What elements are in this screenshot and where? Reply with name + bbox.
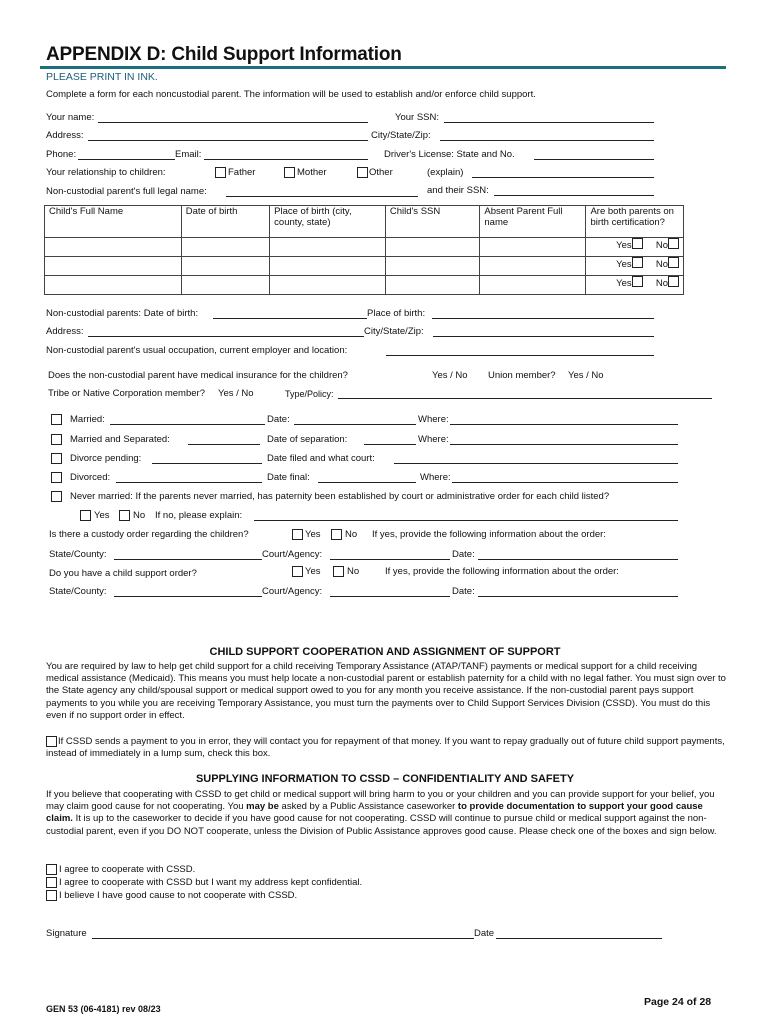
other-checkbox[interactable] bbox=[357, 167, 368, 178]
support-state-county-field[interactable] bbox=[114, 596, 262, 597]
confid-text-1: If you believe that cooperating with CSSD to get child or medical support will bring harm to you or your children and you can provide support for your belief, you may claim good cause for not cooperating. You bbox=[46, 789, 715, 813]
cooperation-heading: CHILD SUPPORT COOPERATION AND ASSIGNMENT OF SUPPORT bbox=[209, 646, 561, 658]
table-row[interactable] bbox=[45, 276, 684, 295]
mother-checkbox[interactable] bbox=[284, 167, 295, 178]
col-child-name: Child's Full Name bbox=[45, 206, 182, 238]
mother-label: Mother bbox=[297, 167, 327, 178]
ncp-full-name-field[interactable] bbox=[226, 196, 418, 197]
divorced-label: Divorced: bbox=[70, 472, 111, 483]
support-state-county-label: State/County: bbox=[49, 586, 107, 597]
ncp-occupation-label: Non-custodial parent's usual occupation, current employer and location: bbox=[46, 345, 348, 356]
custody-court-field[interactable] bbox=[330, 559, 450, 560]
custody-yes-label: Yes bbox=[305, 529, 321, 540]
col-dob: Date of birth bbox=[181, 206, 269, 238]
no-label: No bbox=[655, 240, 668, 251]
divorce-pending-field[interactable] bbox=[152, 463, 262, 464]
ncp-dob-field[interactable] bbox=[213, 318, 367, 319]
married-separated-field[interactable] bbox=[188, 444, 260, 445]
cooperation-paragraph: You are required by law to help get child support for a child receiving Temporary Assistance (ATAP/TANF) payments or medical support for a child receiving medical assistance (Medicaid). This means you must help locate a non-custodial parent or establish paternity for a child with no legal father. You must sign over to the State agency any child/spousal support or medical support owed to you for any month you receive assistance. If the non-custodial parent pays support payments to you while you are receiving Temporary Assistance, you must turn the payments over to Child Support Services Division (CSSD). You must do this even if no support order in effect. bbox=[46, 661, 726, 721]
table-row[interactable] bbox=[45, 238, 684, 257]
signature-field[interactable] bbox=[92, 938, 474, 939]
father-label: Father bbox=[228, 167, 256, 178]
medical-insurance-question: Does the non-custodial parent have medical insurance for the children? bbox=[48, 370, 348, 381]
married-checkbox[interactable] bbox=[51, 414, 62, 425]
ncp-occupation-field[interactable] bbox=[386, 355, 654, 356]
table-row[interactable] bbox=[45, 257, 684, 276]
confid-text-5: It is up to the caseworker to decide if you have good cause for not cooperating. CSSD will continue to pursue child or medical support against the non-custodial parent, even if you DO NOT cooperate, unless the Division of Public Assistance approves good cause. Please check one of the boxes and sign below. bbox=[46, 813, 717, 837]
custody-no-label: No bbox=[345, 529, 358, 540]
city-state-zip-field[interactable] bbox=[440, 140, 654, 141]
married-where-label: Where: bbox=[418, 414, 449, 425]
support-date-label: Date: bbox=[452, 586, 475, 597]
drivers-license-label: Driver's License: State and No. bbox=[384, 149, 515, 160]
good-cause-label: I believe I have good cause to not cooperate with CSSD. bbox=[59, 890, 298, 901]
date-field[interactable] bbox=[496, 938, 662, 939]
ncp-address-label: Address: bbox=[46, 326, 84, 337]
city-state-zip-label: City/State/Zip: bbox=[371, 130, 431, 141]
confid-text-4: to provide documentation to support your good cause claim. bbox=[46, 801, 703, 825]
if-no-explain-field[interactable] bbox=[254, 520, 678, 521]
divorced-where-field[interactable] bbox=[452, 482, 678, 483]
yes-label: Yes bbox=[616, 259, 632, 270]
medical-yes-no[interactable]: Yes / No bbox=[432, 370, 468, 381]
col-absent-parent: Absent Parent Full name bbox=[480, 206, 586, 238]
ncp-address-field[interactable] bbox=[88, 336, 364, 337]
repay-paragraph: If CSSD sends a payment to you in error, they will contact you for repayment of that money. If you want to repay gradually out of future child support payments, instead of immediately in a lump sum, check this box. bbox=[46, 736, 725, 760]
confid-text-2: may be bbox=[246, 801, 279, 813]
confidentiality-heading: SUPPLYING INFORMATION TO CSSD – CONFIDENTIALITY AND SAFETY bbox=[195, 773, 575, 785]
divorced-field[interactable] bbox=[116, 482, 262, 483]
your-ssn-field[interactable] bbox=[444, 122, 654, 123]
intro-text: Complete a form for each noncustodial parent. The information will be used to establish and/or enforce child support. bbox=[46, 89, 536, 100]
custody-no-checkbox[interactable] bbox=[331, 529, 342, 540]
paternity-no-label: No bbox=[133, 510, 146, 521]
divorce-pending-checkbox[interactable] bbox=[51, 453, 62, 464]
custody-court-label: Court/Agency: bbox=[262, 549, 323, 560]
support-court-label: Court/Agency: bbox=[262, 586, 323, 597]
support-date-field[interactable] bbox=[478, 596, 678, 597]
date-filed-label: Date filed and what court: bbox=[267, 453, 375, 464]
custody-state-county-label: State/County: bbox=[49, 549, 107, 560]
ncp-pob-field[interactable] bbox=[432, 318, 654, 319]
paternity-yes-label: Yes bbox=[94, 510, 110, 521]
page-title: APPENDIX D: Child Support Information bbox=[46, 44, 402, 65]
signature-label: Signature bbox=[46, 928, 87, 939]
other-label: Other bbox=[369, 167, 393, 178]
col-child-ssn: Child's SSN bbox=[385, 206, 480, 238]
children-table bbox=[44, 205, 684, 295]
separated-where-field[interactable] bbox=[450, 444, 678, 445]
married-separated-checkbox[interactable] bbox=[51, 434, 62, 445]
print-ink-note: PLEASE PRINT IN INK. bbox=[46, 71, 158, 83]
ncp-pob-label: Place of birth: bbox=[367, 308, 426, 319]
divorced-where-label: Where: bbox=[420, 472, 451, 483]
agree-confidential-checkbox[interactable] bbox=[46, 877, 57, 888]
drivers-license-field[interactable] bbox=[534, 159, 654, 160]
divorced-checkbox[interactable] bbox=[51, 472, 62, 483]
phone-label: Phone: bbox=[46, 149, 77, 160]
type-policy-field[interactable] bbox=[338, 398, 712, 399]
support-no-label: No bbox=[347, 566, 360, 577]
yes-checkbox[interactable] bbox=[632, 257, 643, 268]
father-checkbox[interactable] bbox=[215, 167, 226, 178]
ncp-ssn-label: and their SSN: bbox=[427, 185, 489, 196]
yes-checkbox[interactable] bbox=[632, 238, 643, 249]
paternity-yes-checkbox[interactable] bbox=[80, 510, 91, 521]
support-order-question: Do you have a child support order? bbox=[49, 568, 197, 579]
never-married-checkbox[interactable] bbox=[51, 491, 62, 502]
type-policy-label: Type/Policy: bbox=[285, 389, 334, 399]
custody-state-county-field[interactable] bbox=[114, 559, 262, 560]
date-final-label: Date final: bbox=[267, 472, 310, 483]
no-checkbox[interactable] bbox=[668, 238, 679, 249]
ncp-dob-label: Non-custodial parents: Date of birth: bbox=[46, 308, 199, 319]
your-name-field[interactable] bbox=[98, 122, 368, 123]
support-court-field[interactable] bbox=[330, 596, 450, 597]
your-ssn-label: Your SSN: bbox=[395, 112, 440, 123]
agree-checkbox[interactable] bbox=[46, 864, 57, 875]
explain-field[interactable] bbox=[472, 177, 654, 178]
col-birth-cert: Are both parents on birth certification? bbox=[586, 206, 684, 238]
no-checkbox[interactable] bbox=[668, 276, 679, 287]
married-field[interactable] bbox=[110, 424, 265, 425]
paternity-no-checkbox[interactable] bbox=[119, 510, 130, 521]
ncp-full-name-label: Non-custodial parent's full legal name: bbox=[46, 186, 207, 197]
email-field[interactable] bbox=[204, 159, 368, 160]
married-date-field[interactable] bbox=[294, 424, 416, 425]
ncp-city-label: City/State/Zip: bbox=[364, 326, 424, 337]
support-yes-label: Yes bbox=[305, 566, 321, 577]
ncp-city-field[interactable] bbox=[433, 336, 654, 337]
yes-label: Yes bbox=[616, 278, 632, 289]
phone-field[interactable] bbox=[78, 159, 175, 160]
confidentiality-paragraph bbox=[46, 789, 726, 838]
custody-yes-checkbox[interactable] bbox=[292, 529, 303, 540]
union-yes-no[interactable]: Yes / No bbox=[568, 370, 604, 381]
separation-date-label: Date of separation: bbox=[267, 434, 348, 445]
union-label: Union member? bbox=[488, 370, 556, 381]
form-number: GEN 53 (06-4181) rev 08/23 bbox=[46, 1004, 161, 1014]
custody-date-label: Date: bbox=[452, 549, 475, 560]
yes-label: Yes bbox=[616, 240, 632, 251]
tribe-yes-no[interactable]: Yes / No bbox=[218, 388, 254, 399]
if-no-explain-label: If no, please explain: bbox=[155, 510, 243, 521]
never-married-label: Never married: If the parents never married, has paternity been established by court or administrative order for each child listed? bbox=[70, 491, 610, 502]
married-label: Married: bbox=[70, 414, 105, 425]
date-filed-field[interactable] bbox=[394, 463, 678, 464]
support-no-checkbox[interactable] bbox=[333, 566, 344, 577]
custody-date-field[interactable] bbox=[478, 559, 678, 560]
married-where-field[interactable] bbox=[450, 424, 678, 425]
address-field[interactable] bbox=[88, 140, 368, 141]
address-label: Address: bbox=[46, 130, 84, 141]
col-place-of-birth: Place of birth (city, county, state) bbox=[270, 206, 386, 238]
separated-where-label: Where: bbox=[418, 434, 449, 445]
no-label: No bbox=[655, 259, 668, 270]
email-label: Email: bbox=[175, 149, 202, 160]
married-date-label: Date: bbox=[267, 414, 290, 425]
ncp-ssn-field[interactable] bbox=[494, 195, 654, 196]
date-label: Date bbox=[474, 928, 495, 939]
relationship-label: Your relationship to children: bbox=[46, 167, 166, 178]
page-number: Page 24 of 28 bbox=[644, 996, 712, 1008]
date-final-field[interactable] bbox=[318, 482, 416, 483]
good-cause-checkbox[interactable] bbox=[46, 890, 57, 901]
your-name-label: Your name: bbox=[46, 112, 95, 123]
tribe-label: Tribe or Native Corporation member? bbox=[48, 388, 205, 399]
no-label: No bbox=[655, 278, 668, 289]
custody-question: Is there a custody order regarding the children? bbox=[49, 529, 249, 540]
agree-label: I agree to cooperate with CSSD. bbox=[59, 864, 196, 875]
custody-if-yes-label: If yes, provide the following information about the order: bbox=[372, 529, 606, 540]
no-checkbox[interactable] bbox=[668, 257, 679, 268]
confid-text-3: asked by a Public Assistance caseworker bbox=[278, 801, 458, 813]
explain-label: (explain) bbox=[427, 167, 464, 178]
agree-confidential-label: I agree to cooperate with CSSD but I want my address kept confidential. bbox=[59, 877, 363, 888]
support-yes-checkbox[interactable] bbox=[292, 566, 303, 577]
yes-checkbox[interactable] bbox=[632, 276, 643, 287]
divorce-pending-label: Divorce pending: bbox=[70, 453, 142, 464]
support-if-yes-label: If yes, provide the following information about the order: bbox=[385, 566, 619, 577]
title-rule bbox=[40, 66, 726, 69]
married-separated-label: Married and Separated: bbox=[70, 434, 170, 445]
separation-date-field[interactable] bbox=[364, 444, 416, 445]
